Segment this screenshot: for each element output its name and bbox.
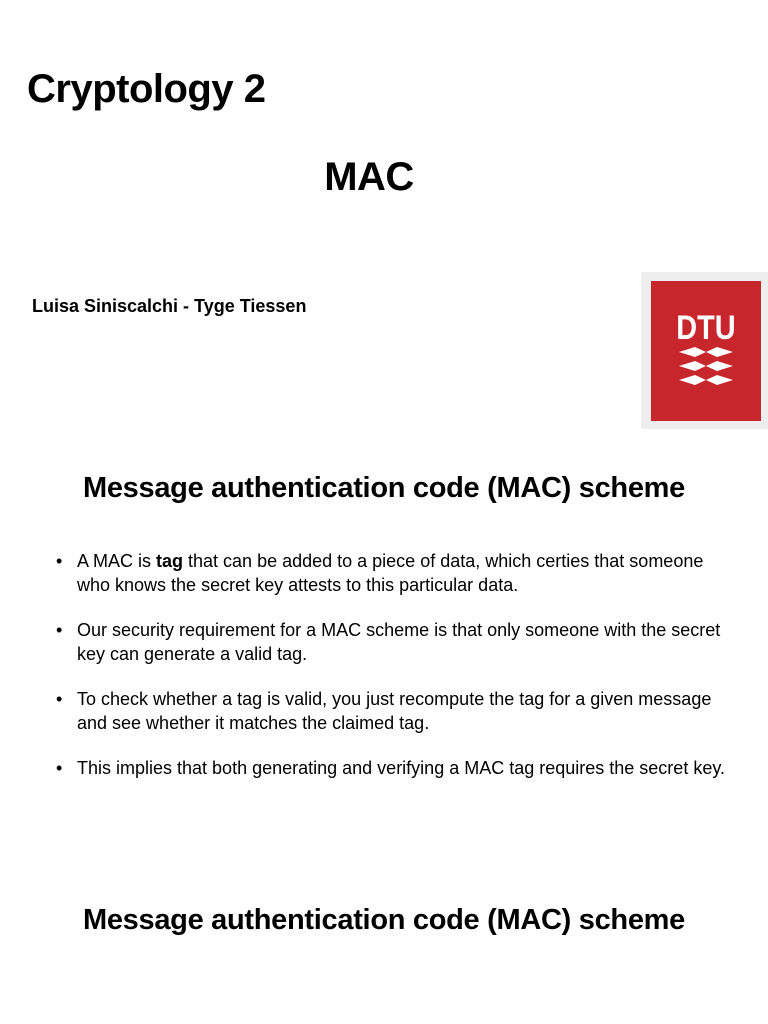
list-item — [52, 550, 732, 597]
course-title: Cryptology 2 — [27, 67, 266, 111]
section-heading: Message authentication code (MAC) scheme — [83, 904, 685, 936]
bullet-marker: • — [56, 551, 63, 571]
bullet-list — [52, 550, 732, 803]
list-item — [52, 757, 732, 781]
dtu-logo-frame — [641, 272, 768, 429]
bullet-text: A MAC is — [77, 551, 157, 571]
bullet-marker: • — [56, 689, 63, 709]
section-heading: Message authentication code (MAC) scheme — [83, 472, 685, 504]
list-item — [52, 619, 732, 666]
bullet-marker: • — [56, 758, 63, 778]
bullet-text: To check whether a tag is valid, you just recompute the tag for a given message and see whether it matches the claimed tag. — [77, 689, 712, 733]
list-item — [52, 688, 732, 735]
authors: Luisa Siniscalchi - Tyge Tiessen — [32, 296, 307, 316]
lecture-title: MAC — [324, 155, 414, 199]
bullet-text: This implies that both generating and verifying a MAC tag requires the secret key. — [77, 758, 725, 778]
bullet-text: that can be added to a piece of data, which certies that someone who knows the secret key attests to this particular data. — [77, 551, 704, 595]
dtu-logo-icon — [651, 281, 761, 421]
bullet-text-bold: tag — [156, 551, 184, 571]
bullet-text: Our security requirement for a MAC scheme is that only someone with the secret key can generate a valid tag. — [77, 620, 721, 664]
dtu-logo-text: DTU — [676, 307, 736, 347]
dtu-logo-waves — [679, 347, 733, 385]
bullet-marker: • — [56, 620, 63, 640]
